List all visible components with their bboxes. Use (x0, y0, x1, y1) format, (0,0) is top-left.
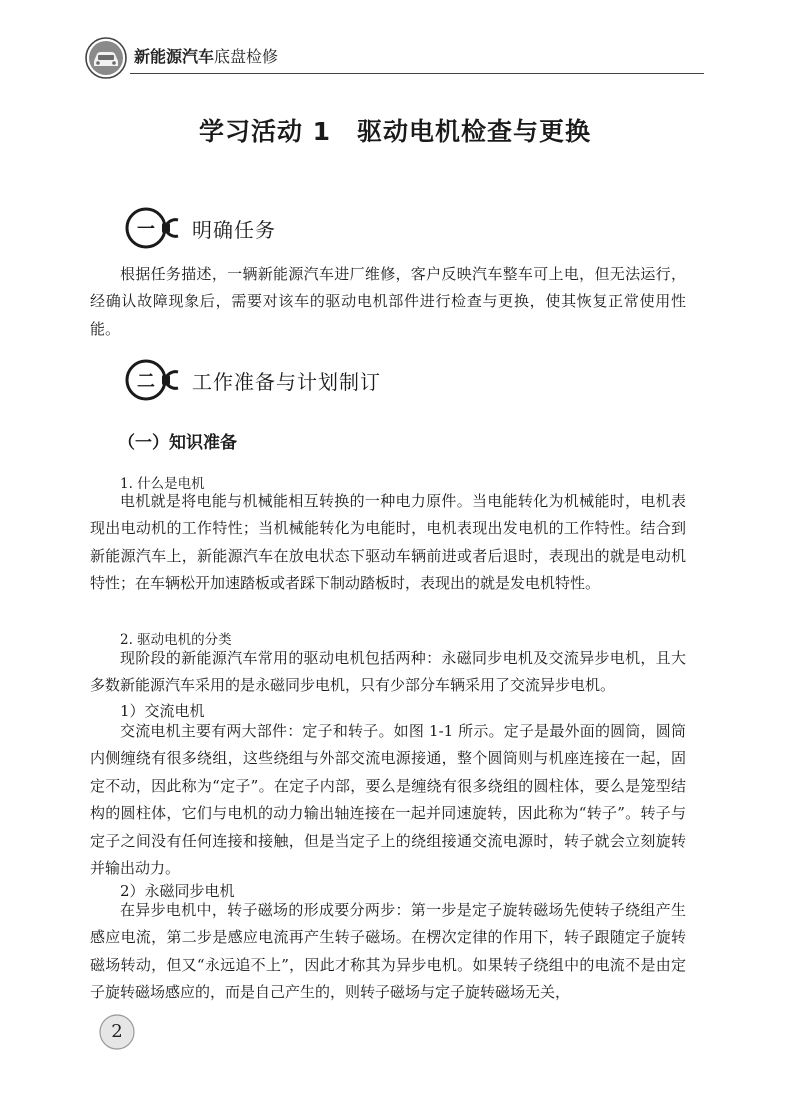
question-heading-1: 1. 什么是电机 (120, 476, 205, 492)
section-heading-1 (124, 206, 684, 250)
section-number: 二 (137, 371, 155, 392)
paragraph-motor-types: 现阶段的新能源汽车常用的驱动电机包括两种：永磁同步电机及交流异步电机，且大多数新能源汽车采用的是永磁同步电机，只有少部分车辆采用了交流异步电机。 (90, 649, 686, 695)
book-title: 新能源汽车底盘检修 (134, 47, 279, 66)
car-icon (84, 36, 128, 80)
plug-badge-icon (124, 206, 186, 250)
activity-title (0, 112, 790, 148)
item-heading-ac: 1）交流电机 (120, 702, 205, 720)
task-paragraph: 根据任务描述，一辆新能源汽车进厂维修，客户反映汽车整车可上电，但无法运行，经确认故障现象后，需要对该车的驱动电机部件进行检查与更换，使其恢复正常使用性能。 (90, 265, 686, 338)
section-number: 一 (137, 219, 155, 240)
question-heading-2: 2. 驱动电机的分类 (120, 632, 232, 648)
paragraph-ac-motor: 交流电机主要有两大部件：定子和转子。如图 1-1 所示。定子是最外面的圆筒，圆筒内侧缠绕有很多绕组，这些绕组与外部交流电源接通，整个圆筒则与机座连接在一起，固定不动，因此称为“定子”。在定子内部，要么是缠绕有很多绕组的圆柱体，要么是笼型结构的圆柱体，它们与电机的动力输出轴连接在一起并同速旋转，因此称为“转子”。转子与定子之间没有任何连接和接触，但是当定子上的绕组接通交流电源时，转子就会立刻旋转并输出动力。 (90, 722, 686, 878)
activity-label: 学习活动 1 (198, 117, 332, 146)
section-heading-2 (124, 358, 684, 402)
section-title: 工作准备与计划制订 (192, 370, 381, 394)
header-rule (130, 73, 704, 74)
subsection-heading: （一）知识准备 (118, 433, 237, 453)
plug-badge-icon (124, 358, 186, 402)
page-number: 2 (98, 1013, 136, 1051)
running-header (84, 36, 704, 80)
item-heading-pm: 2）永磁同步电机 (120, 882, 235, 900)
section-title: 明确任务 (192, 218, 276, 242)
paragraph-what-is-motor: 电机就是将电能与机械能相互转换的一种电力原件。当电能转化为机械能时，电机表现出电动机的工作特性；当机械能转化为电能时，电机表现出发电机的工作特性。结合到新能源汽车上，新能源汽车在放电状态下驱动车辆前进或者后退时，表现出的就是电动机特性；在车辆松开加速踏板或者踩下制动踏板时，表现出的就是发电机特性。 (90, 492, 686, 593)
activity-name: 驱动电机检查与更换 (357, 117, 592, 146)
paragraph-pm-motor: 在异步电机中，转子磁场的形成要分两步：第一步是定子旋转磁场先使转子绕组产生感应电流，第二步是感应电流再产生转子磁场。在楞次定律的作用下，转子跟随定子旋转磁场转动，但又“永远追不上”，因此才称其为异步电机。如果转子绕组中的电流不是由定子旋转磁场感应的，而是自己产生的，则转子磁场与定子旋转磁场无关， (90, 901, 686, 1002)
